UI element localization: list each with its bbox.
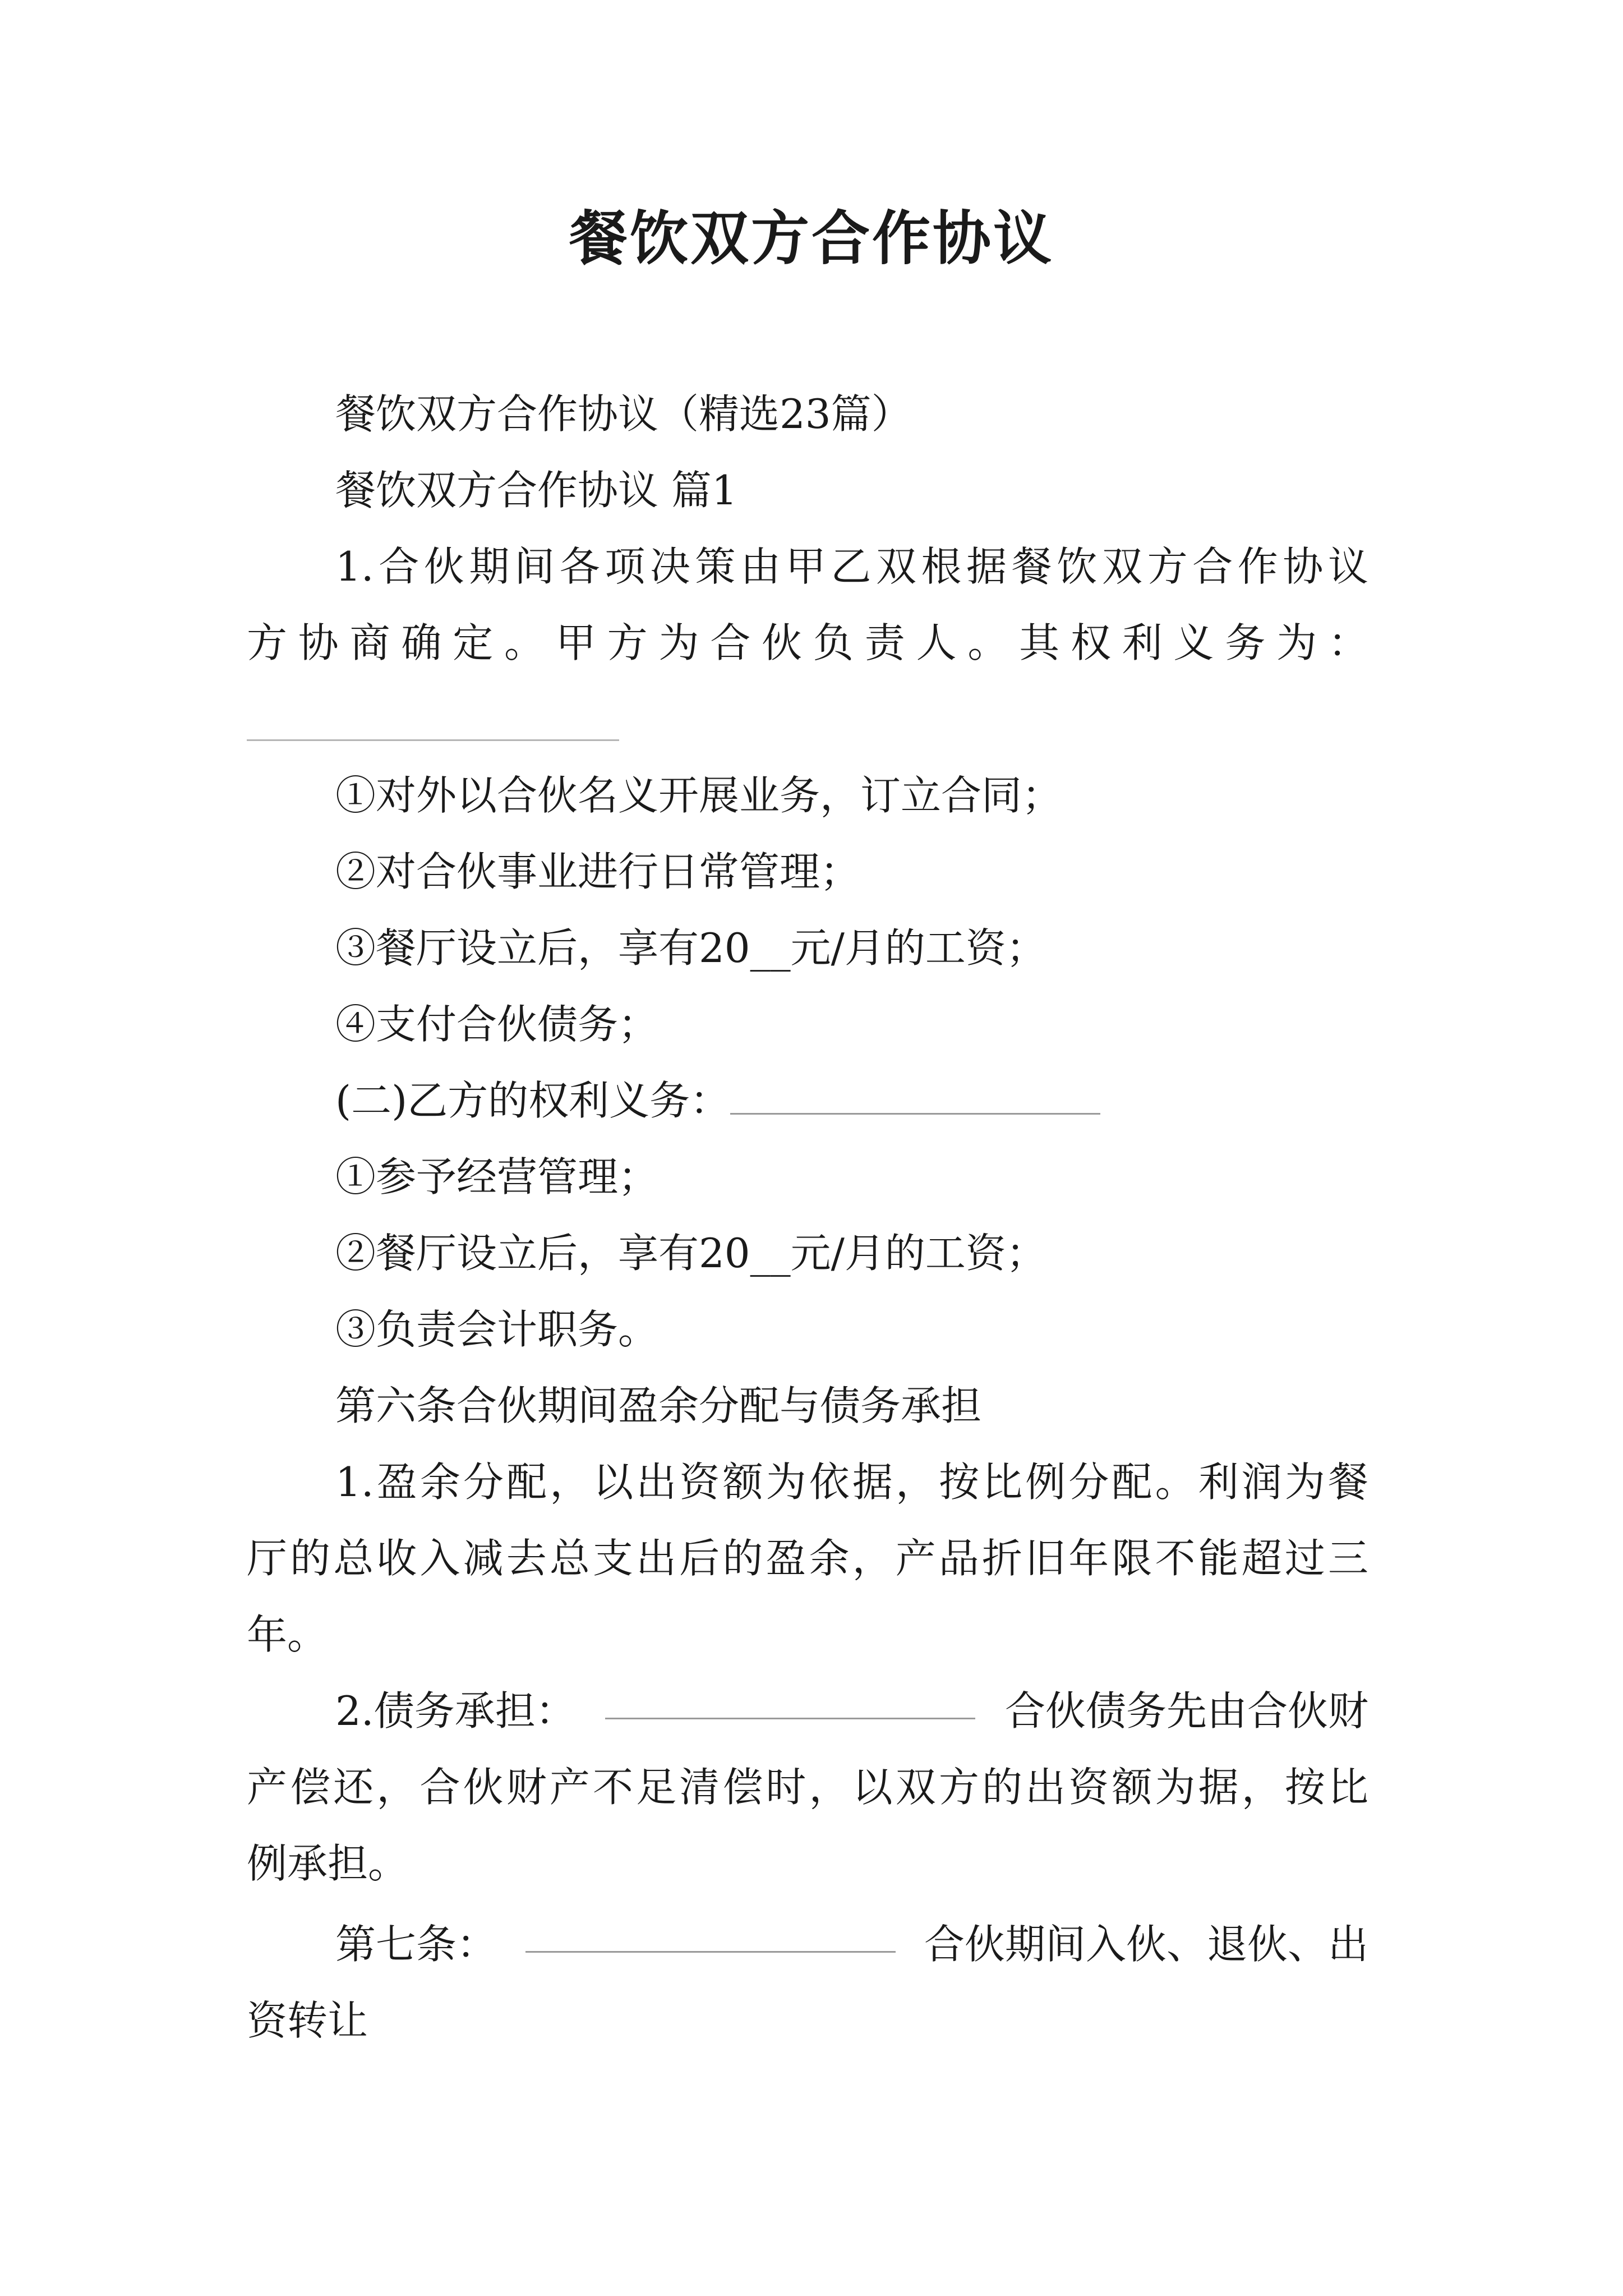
list-item: ②对合伙事业进行日常管理； bbox=[335, 848, 861, 895]
article-heading: 第六条合伙期间盈余分配与债务承担 bbox=[335, 1382, 982, 1429]
paragraph-line: 年。 bbox=[247, 1611, 328, 1658]
list-item: ①对外以合伙名义开展业务，订立合同； bbox=[335, 772, 1063, 819]
paragraph-line: 1.合伙期间各项决策由甲乙双根据餐饮双方合作协议 bbox=[335, 543, 1368, 590]
debt-label: 2.债务承担： bbox=[335, 1687, 576, 1734]
debt-line bbox=[335, 1684, 1368, 1738]
paragraph-line: 方协商确定。甲方为合伙负责人。其权利义务为： bbox=[247, 619, 1368, 666]
list-item: ③餐厅设立后，享有20__元/月的工资； bbox=[335, 924, 1046, 972]
party-b-heading-line bbox=[335, 1074, 1100, 1128]
paragraph-line: 1.盈余分配，以出资额为依据，按比例分配。利润为餐 bbox=[335, 1458, 1368, 1506]
article7-text: 合伙期间入伙、退伙、出 bbox=[924, 1921, 1368, 1968]
fill-in-blank-line bbox=[730, 1079, 1100, 1115]
list-item: ①参予经营管理； bbox=[335, 1153, 659, 1200]
paragraph-line: 厅的总收入减去总支出后的盈余，产品折旧年限不能超过三 bbox=[247, 1535, 1368, 1582]
fill-in-blank-line bbox=[525, 1917, 896, 1953]
party-b-heading: (二)乙方的权利义务： bbox=[335, 1077, 731, 1124]
paragraph-line: 产偿还，合伙财产不足清偿时，以双方的出资额为据，按比 bbox=[247, 1764, 1368, 1811]
debt-text: 合伙债务先由合伙财 bbox=[1004, 1687, 1368, 1734]
article7-label: 第七条： bbox=[335, 1921, 497, 1968]
paragraph-line: 例承担。 bbox=[247, 1840, 409, 1887]
article7-line bbox=[335, 1917, 1368, 1971]
section-heading: 餐饮双方合作协议 篇1 bbox=[335, 467, 737, 514]
list-item: ④支付合伙债务； bbox=[335, 1001, 659, 1048]
document-title: 餐饮双方合作协议 bbox=[569, 204, 1054, 273]
list-item: ②餐厅设立后，享有20__元/月的工资； bbox=[335, 1230, 1046, 1277]
fill-in-blank-line bbox=[247, 739, 619, 741]
document-subtitle: 餐饮双方合作协议（精选23篇） bbox=[335, 390, 912, 438]
fill-in-blank-line bbox=[605, 1684, 975, 1719]
list-item: ③负责会计职务。 bbox=[335, 1306, 659, 1353]
paragraph-line: 资转让 bbox=[247, 1997, 368, 2044]
